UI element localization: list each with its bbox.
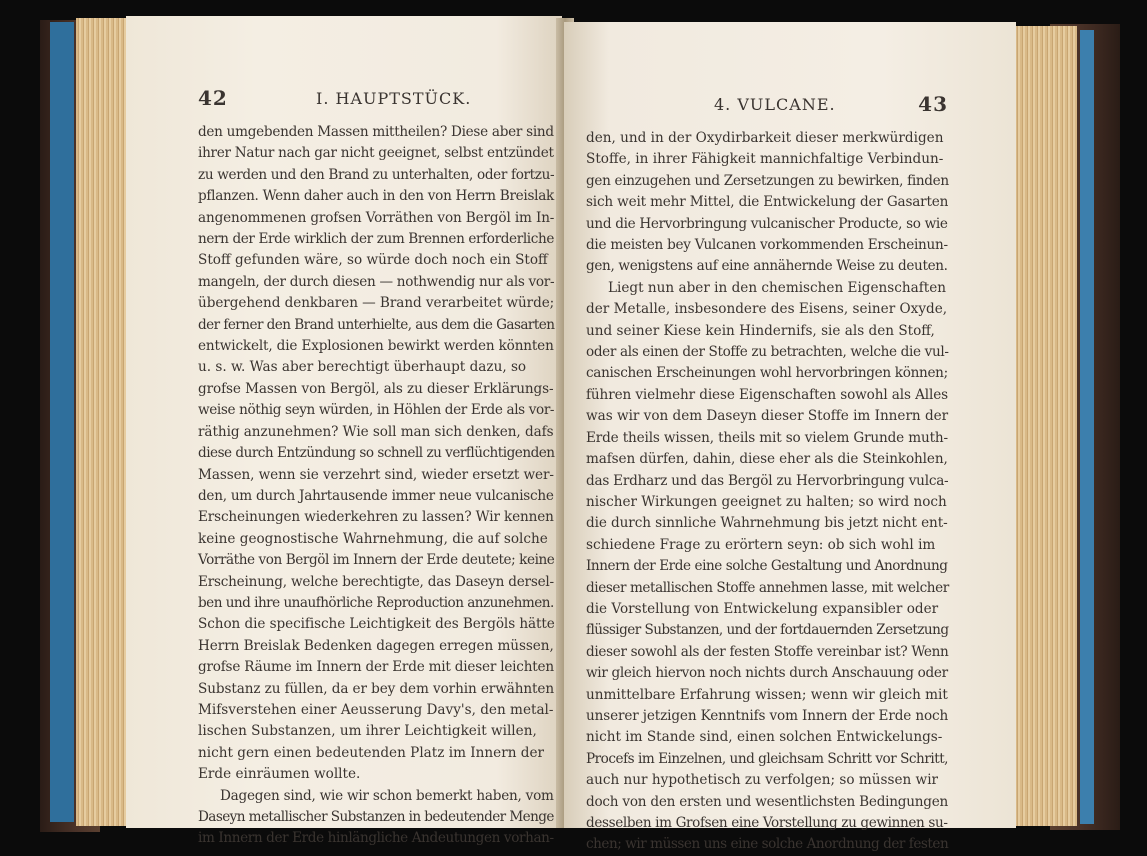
text-line: Herrn Breislak Bedenken dagegen erregen müssen, <box>198 637 554 654</box>
text-line: Erscheinungen wiederkehren zu lassen? Wir kennen <box>198 509 554 526</box>
text-line: mafsen dürfen, dahin, diese eher als die Steinkohlen, <box>586 451 948 468</box>
text-line: die Vorstellung von Entwickelung expansibler oder <box>586 600 939 617</box>
left-page <box>126 16 562 847</box>
text-line: was wir von dem Daseyn dieser Stoffe im Innern der <box>586 408 949 425</box>
text-line: Stoff gefunden wäre, so würde doch noch ein Stoff <box>198 252 548 269</box>
text-line: gen einzugehen und Zersetzungen zu bewirken, finden <box>586 172 949 189</box>
text-line: den, um durch Jahrtausende immer neue vulcanische <box>198 487 554 504</box>
text-line: Stoffe, in ihrer Fähigkeit mannichfaltige Verbindun- <box>586 151 944 168</box>
text-line: lischen Substanzen, um ihrer Leichtigkeit willen, <box>198 723 537 740</box>
text-line: sich weit mehr Mittel, die Entwickelung der Gasarten <box>586 194 949 211</box>
text-line: Mifsverstehen einer Aeusserung Davy's, den metal- <box>198 701 554 718</box>
text-line: u. s. w. Was aber berechtigt überhaupt dazu, so <box>198 359 527 376</box>
text-line: grofse Räume im Innern der Erde mit dieser leichten <box>198 659 554 676</box>
text-line: Substanz zu füllen, da er bey dem vorhin erwähnten <box>198 680 555 697</box>
text-line: doch von den ersten und wesentlichsten Bedingungen <box>586 793 949 810</box>
text-line: die durch sinnliche Wahrnehmung bis jetzt nicht ent- <box>586 515 948 532</box>
text-line: Daseyn metallischer Substanzen in bedeutender Menge <box>198 809 554 825</box>
text-line: oder als einen der Stoffe zu betrachten, welche die vul- <box>586 344 949 361</box>
text-line: ben und ihre unaufhörliche Reproduction anzunehmen. <box>198 594 554 611</box>
text-line: der Metalle, insbesondere des Eisens, seiner Oxyde, <box>586 301 948 318</box>
text-line: weise nöthig seyn würden, in Höhlen der Erde als vor- <box>198 402 555 419</box>
text-line: dieser sowohl als der festen Stoffe vereinbar ist? Wenn <box>586 643 949 660</box>
right-page <box>564 22 1016 853</box>
text-line: mangeln, der durch diesen — nothwendig nur als vor- <box>198 273 555 290</box>
text-line: Dagegen sind, wie wir schon bemerkt haben, vom <box>220 787 554 804</box>
text-line: diese durch Entzündung so schnell zu verflüchtigenden <box>198 445 555 462</box>
text-line: angenommenen grofsen Vorräthen von Bergöl im In- <box>198 209 555 226</box>
page-number: 42 <box>198 86 228 110</box>
text-line: den, und in der Oxydirbarkeit dieser merkwürdigen <box>586 130 944 146</box>
text-line: Innern der Erde eine solche Gestaltung und Anordnung <box>586 558 948 575</box>
left-page-header <box>198 86 554 110</box>
text-line: und seiner Kiese kein Hindernifs, sie als den Stoff, <box>586 322 935 339</box>
text-line: unmittelbare Erfahrung wissen; wenn wir gleich mit <box>586 686 948 703</box>
text-line: desselben im Grofsen eine Vorstellung zu gewinnen su- <box>586 815 948 831</box>
text-line: die meisten bey Vulcanen vorkommenden Erscheinun- <box>586 237 948 254</box>
text-line: chen; wir müssen uns eine solche Anordnung der festen <box>586 836 949 853</box>
text-line: nicht im Stande sind, einen solchen Entwickelungs- <box>586 729 943 746</box>
page-number: 43 <box>918 92 948 116</box>
text-line: grofse Massen von Bergöl, als zu dieser Erklärungs- <box>198 380 554 397</box>
text-line: im Innern der Erde hinlängliche Andeutungen vorhan- <box>198 830 554 847</box>
text-line: pflanzen. Wenn daher auch in den von Herrn Breislak <box>198 188 554 205</box>
text-line: unserer jetzigen Kenntnifs vom Innern der Erde noch <box>586 707 949 724</box>
text-line: entwickelt, die Explosionen bewirkt werden könnten <box>198 338 554 355</box>
text-line: räthig anzunehmen? Wie soll man sich denken, dafs <box>198 423 554 440</box>
text-line: der ferner den Brand unterhielte, aus dem die Gasarten <box>198 316 555 333</box>
text-line: Procefs im Einzelnen, und gleichsam Schritt vor Schritt, <box>586 750 949 767</box>
text-line: nischer Wirkungen geeignet zu halten; so wird noch <box>586 493 947 510</box>
text-line: das Erdharz und das Bergöl zu Hervorbringung vulca- <box>586 472 949 489</box>
body-text <box>198 122 554 850</box>
text-line: zu werden und den Brand zu unterhalten, oder fortzu- <box>198 166 555 183</box>
fore-edge-right <box>1015 26 1077 826</box>
text-line: nern der Erde wirklich der zum Brennen erforderliche <box>198 231 554 248</box>
text-line: Erscheinung, welche berechtigte, das Daseyn dersel- <box>198 573 554 590</box>
text-line: übergehend denkbaren — Brand verarbeitet würde; <box>198 295 555 312</box>
text-line: Erde einräumen wollte. <box>198 766 361 783</box>
text-line: nicht gern einen bedeutenden Platz im Innern der <box>198 744 545 761</box>
text-line: schiedene Frage zu erörtern seyn: ob sich wohl im <box>586 536 936 553</box>
text-line: Erde theils wissen, theils mit so vielem Grunde muth- <box>586 429 948 446</box>
text-line: Schon die specifische Leichtigkeit des Bergöls hätte <box>198 616 555 633</box>
text-line: führen vielmehr diese Eigenschaften sowohl als Alles <box>586 386 949 403</box>
page-edge-left <box>50 22 74 822</box>
text-line: ihrer Natur nach gar nicht geeignet, selbst entzündet <box>198 145 554 162</box>
fore-edge-left <box>76 18 126 826</box>
running-head: I. HAUPTSTÜCK. <box>316 89 472 108</box>
text-line: und die Hervorbringung vulcanischer Producte, so wie <box>586 215 948 232</box>
text-line: gen, wenigstens auf eine annähernde Weise zu deuten. <box>586 258 948 275</box>
text-line: keine geognostische Wahrnehmung, die auf solche <box>198 530 548 547</box>
text-line: flüssiger Substanzen, und der fortdauernden Zersetzung <box>586 622 949 639</box>
page-edge-right <box>1080 30 1094 824</box>
text-line: Massen, wenn sie verzehrt sind, wieder ersetzt wer- <box>198 466 554 483</box>
text-line: auch nur hypothetisch zu verfolgen; so müssen wir <box>586 772 939 789</box>
body-text <box>586 128 948 856</box>
text-line: canischen Erscheinungen wohl hervorbringen können; <box>586 365 948 382</box>
text-line: wir gleich hiervon noch nichts durch Anschauung oder <box>586 665 948 682</box>
text-line: Liegt nun aber in den chemischen Eigenschaften <box>608 279 947 296</box>
text-line: den umgebenden Massen mittheilen? Diese aber sind <box>198 124 554 140</box>
text-line: Vorräthe von Bergöl im Innern der Erde deutete; keine <box>198 552 555 569</box>
text-line: dieser metallischen Stoffe annehmen lasse, mit welcher <box>586 579 949 596</box>
running-head: 4. VULCANE. <box>714 95 836 114</box>
